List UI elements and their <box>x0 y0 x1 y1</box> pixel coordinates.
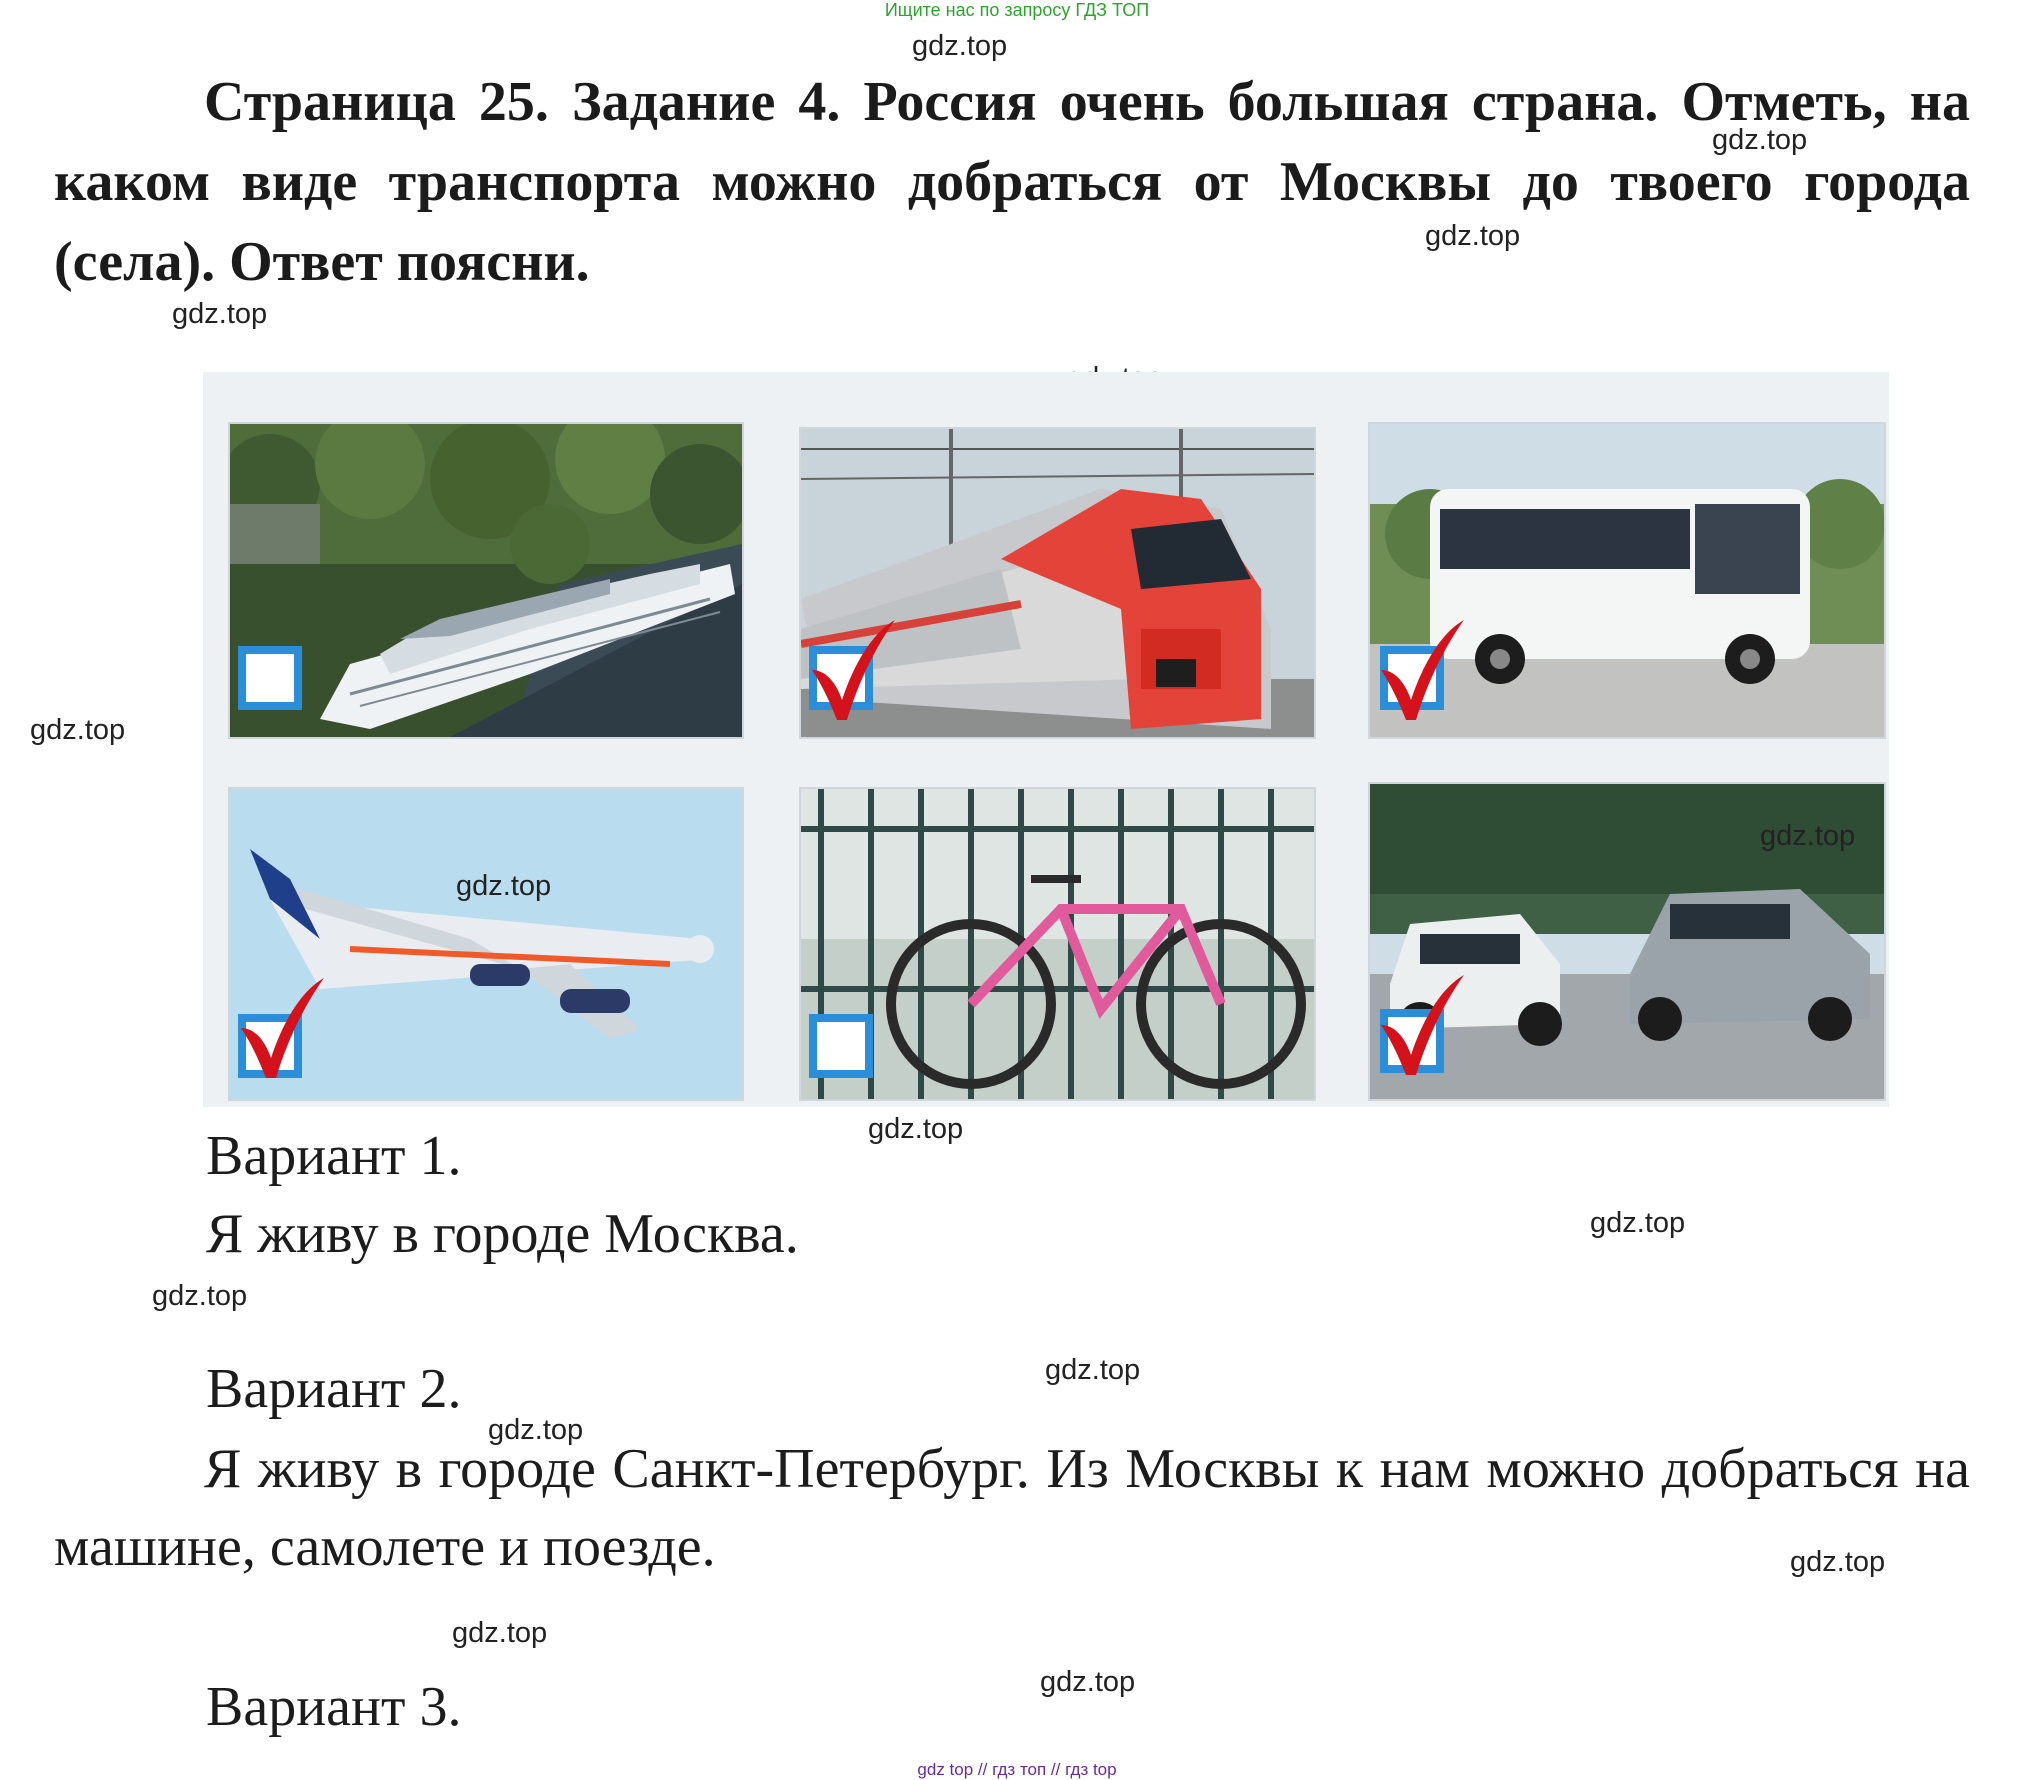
watermark: gdz.top <box>172 298 268 330</box>
variant1-label: Вариант 1. <box>206 1125 462 1187</box>
bicycle-image <box>801 789 1314 1099</box>
checkbox-bicycle[interactable] <box>809 1014 873 1078</box>
watermark: gdz.top <box>152 1280 248 1312</box>
watermark: gdz.top <box>912 30 1008 62</box>
watermark: gdz.top <box>1040 1666 1136 1698</box>
watermark: gdz.top <box>1760 820 1856 852</box>
task-title: Страница 25. Задание 4. Россия очень большая страна. Отметь, на каком виде транспорта можно добраться от Москвы до твоего города (села). Ответ поясни. <box>54 71 1970 293</box>
watermark: gdz.top <box>1425 220 1521 252</box>
search-banner: Ищите нас по запросу ГДЗ ТОП <box>884 0 1150 20</box>
watermark: gdz.top <box>1712 124 1808 156</box>
watermark: gdz.top <box>868 1113 964 1145</box>
ship-image <box>230 424 742 737</box>
checkmark-bus <box>1376 615 1466 725</box>
watermark: gdz.top <box>1045 1354 1141 1386</box>
variant1-text: Я живу в городе Москва. <box>206 1203 799 1265</box>
watermark: gdz.top <box>1790 1546 1886 1578</box>
tile-ship <box>228 422 744 739</box>
tile-bicycle <box>799 787 1316 1101</box>
checkmark-airplane <box>236 973 326 1083</box>
checkmark-car <box>1376 970 1466 1080</box>
variant2-text: Я живу в городе Санкт-Петербург. Из Москвы к нам можно добраться на машине, самолете и поезде. <box>54 1438 1970 1578</box>
footer-links[interactable]: gdz top // гдз топ // гдз top <box>917 1760 1117 1779</box>
transport-figure <box>203 372 1889 1107</box>
checkmark-train <box>807 615 897 725</box>
watermark: gdz.top <box>456 870 552 902</box>
watermark: gdz.top <box>452 1617 548 1649</box>
watermark: gdz.top <box>30 714 126 746</box>
variant3-label: Вариант 3. <box>206 1676 462 1738</box>
checkbox-ship[interactable] <box>238 646 302 710</box>
watermark: gdz.top <box>488 1414 584 1446</box>
variant2-label: Вариант 2. <box>206 1358 462 1420</box>
watermark: gdz.top <box>1590 1207 1686 1239</box>
